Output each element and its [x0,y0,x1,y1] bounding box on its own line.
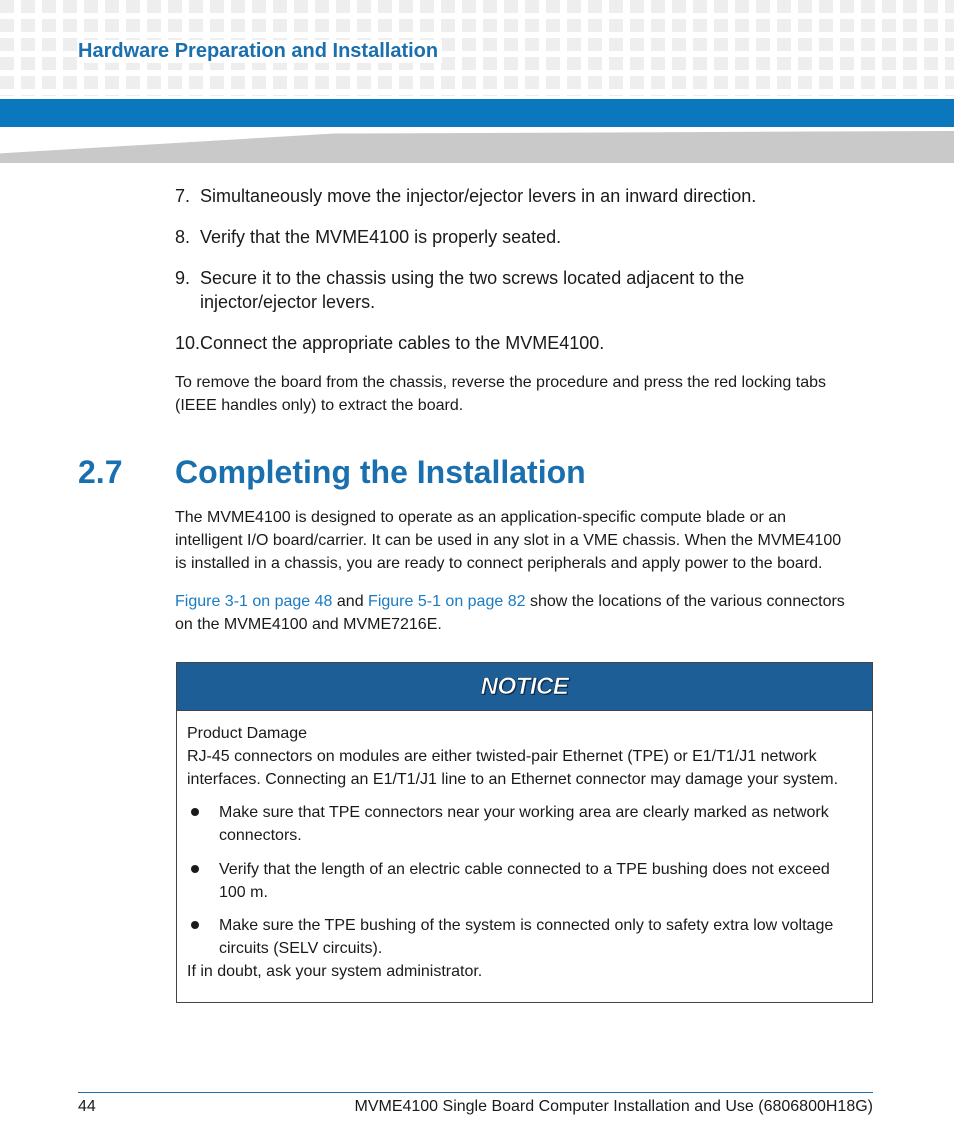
step-text: Secure it to the chassis using the two screws located adjacent to the [200,268,745,288]
notice-box [176,662,873,1003]
figure-reference-line-2: on the MVME4100 and MVME7216E. [175,616,442,633]
step-number: 10. [175,333,201,353]
figure-reference-text: show the locations of the various connectors [525,593,845,610]
intro-line-3: is installed in a chassis, you are ready to connect peripherals and apply power to the board. [175,555,823,572]
step-10 [175,331,604,355]
bullet-text-line-1: Verify that the length of an electric cable connected to a TPE bushing does not exceed [219,861,830,878]
bullet-text-line-1: Make sure that TPE connectors near your working area are clearly marked as network [219,804,829,821]
step-8 [175,225,561,249]
notice-subject: Product Damage [187,725,308,742]
notice-body-line-1: RJ-45 connectors on modules are either twisted-pair Ethernet (TPE) or E1/T1/J1 network [187,748,817,765]
step-number: 9. [175,268,191,288]
running-header-title: Hardware Preparation and Installation [78,40,442,63]
step-number: 7. [175,186,191,206]
header-gray-swoosh [0,131,954,163]
figure-3-1-link[interactable]: Figure 3-1 on page 48 [175,593,333,610]
intro-line-1: The MVME4100 is designed to operate as an application-specific compute blade or an [175,509,787,526]
intro-line-2: intelligent I/O board/carrier. It can be used in any slot in a VME chassis. When the MVME4100 [175,532,842,549]
section-heading [78,452,586,492]
bullet-dot-icon [191,921,199,929]
bullet-text-line-2: connectors. [219,827,302,844]
step-7 [175,184,756,208]
conjunction-text: and [332,593,369,610]
bullet-text-line-1: Make sure the TPE bushing of the system is connected only to safety extra low voltage [219,917,834,934]
remove-paragraph-line-2: (IEEE handles only) to extract the board. [175,397,464,414]
page-number: 44 [78,1098,96,1115]
step-text: Connect the appropriate cables to the MVME4100. [200,333,605,353]
bullet-dot-icon [191,865,199,873]
bullet-text-line-2: 100 m. [219,884,268,901]
bullet-dot-icon [191,808,199,816]
step-9 [175,266,744,290]
notice-body-line-2: interfaces. Connecting an E1/T1/J1 line to an Ethernet connector may damage your system. [187,771,839,788]
section-number: 2.7 [78,454,123,490]
step-text: injector/ejector levers. [200,292,376,312]
figure-reference-line-1 [175,590,845,613]
notice-closing: If in doubt, ask your system administrator. [187,963,483,980]
header-blue-bar [0,99,954,127]
remove-paragraph-line-1: To remove the board from the chassis, reverse the procedure and press the red locking tabs [175,374,827,391]
step-number: 8. [175,227,191,247]
step-text: Verify that the MVME4100 is properly seated. [200,227,562,247]
step-text: Simultaneously move the injector/ejector levers in an inward direction. [200,186,757,206]
section-title: Completing the Installation [175,454,586,490]
bullet-text-line-2: circuits (SELV circuits). [219,940,383,957]
notice-title: NOTICE [480,672,569,700]
footer-rule [78,1092,873,1093]
figure-5-1-link[interactable]: Figure 5-1 on page 82 [368,593,526,610]
footer-document-title: MVME4100 Single Board Computer Installation and Use (6806800H18G) [354,1098,873,1115]
step-9-continued [200,290,375,314]
notice-header [177,663,872,711]
